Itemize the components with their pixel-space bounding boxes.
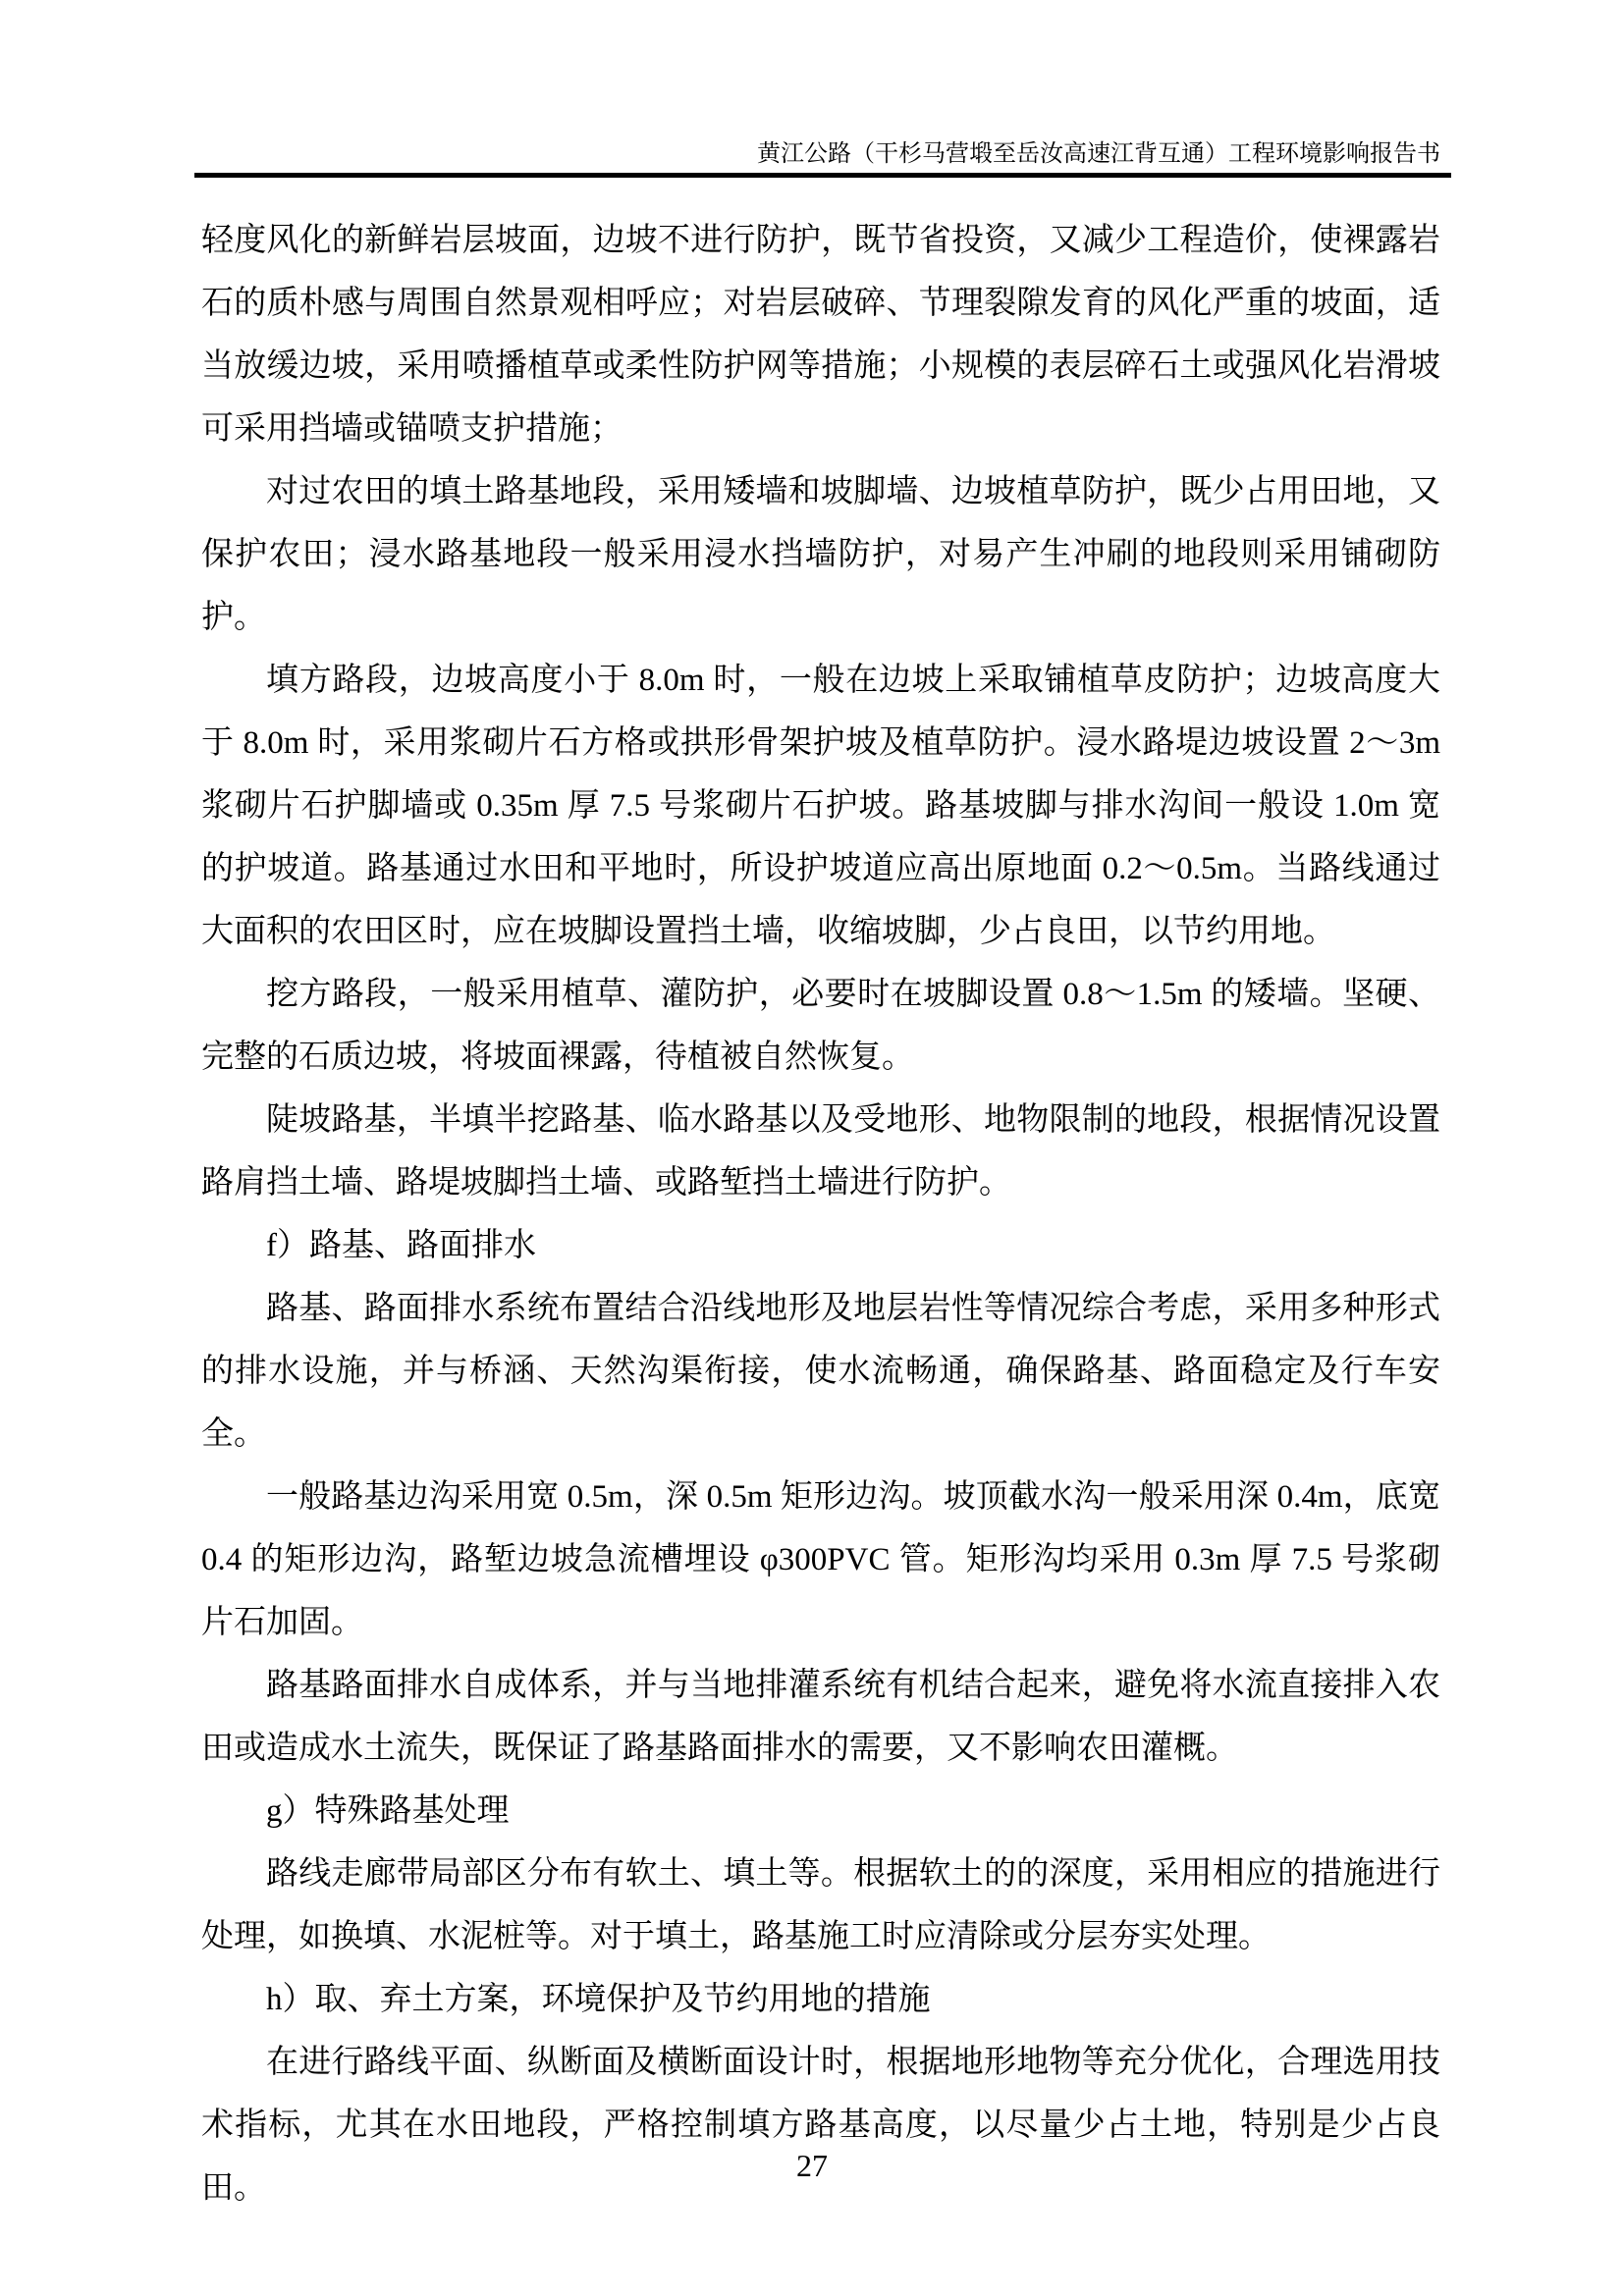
document-body — [201, 209, 1440, 2219]
section-heading: f）路基、路面排水 — [266, 1228, 536, 1263]
header-title: 黄江公路（干杉马营塅至岳汝高速江背互通）工程环境影响报告书 — [757, 141, 1440, 167]
body-paragraph: 一般路基边沟采用宽 0.5m，深 0.5m 矩形边沟。坡顶截水沟一般采用深 0.4m，底宽 0.4 的矩形边沟，路堑边坡急流槽埋设 φ300PVC 管。矩形沟均采用 0.3m 厚 7.5 号浆砌片石加固。 — [201, 1479, 1440, 1640]
header-rule — [194, 173, 1451, 178]
body-paragraph: 路基路面排水自成体系，并与当地排灌系统有机结合起来，避免将水流直接排入农田或造成水土流失，既保证了路基路面排水的需要，又不影响农田灌概。 — [201, 1668, 1440, 1766]
section-heading: g）特殊路基处理 — [266, 1793, 510, 1829]
body-paragraph: 对过农田的填土路基地段，采用矮墙和坡脚墙、边坡植草防护，既少占用田地，又保护农田；浸水路基地段一般采用浸水挡墙防护，对易产生冲刷的地段则采用铺砌防护。 — [201, 474, 1440, 635]
page-number: 27 — [796, 2148, 828, 2183]
body-paragraph: 挖方路段，一般采用植草、灌防护，必要时在坡脚设置 0.8～1.5m 的矮墙。坚硬、完整的石质边坡，将坡面裸露，待植被自然恢复。 — [201, 977, 1440, 1075]
body-paragraph: 路基、路面排水系统布置结合沿线地形及地层岩性等情况综合考虑，采用多种形式的排水设施，并与桥涵、天然沟渠衔接，使水流畅通，确保路基、路面稳定及行车安全。 — [201, 1291, 1440, 1452]
body-paragraph: 陡坡路基，半填半挖路基、临水路基以及受地形、地物限制的地段，根据情况设置路肩挡土墙、路堤坡脚挡土墙、或路堑挡土墙进行防护。 — [201, 1102, 1440, 1201]
page-footer — [0, 2148, 1624, 2183]
section-heading: h）取、弃土方案，环境保护及节约用地的措施 — [266, 1982, 931, 2017]
body-paragraph: 路线走廊带局部区分布有软土、填土等。根据软土的的深度，采用相应的措施进行处理，如换填、水泥桩等。对于填土，路基施工时应清除或分层夯实处理。 — [201, 1856, 1440, 1954]
body-paragraph: 在进行路线平面、纵断面及横断面设计时，根据地形地物等充分优化，合理选用技术指标，尤其在水田地段，严格控制填方路基高度，以尽量少占土地，特别是少占良田。 — [201, 2045, 1440, 2206]
body-paragraph: 填方路段，边坡高度小于 8.0m 时，一般在边坡上采取铺植草皮防护；边坡高度大于 8.0m 时，采用浆砌片石方格或拱形骨架护坡及植草防护。浸水路堤边坡设置 2～3m 浆砌片石护脚墙或 0.35m 厚 7.5 号浆砌片石护坡。路基坡脚与排水沟间一般设 1.0m 宽的护坡道。路基通过水田和平地时，所设护坡道应高出原地面 0.2～0.5m。当路线通过大面积的农田区时，应在坡脚设置挡土墙，收缩坡脚，少占良田，以节约用地。 — [201, 663, 1440, 949]
body-paragraph: 轻度风化的新鲜岩层坡面，边坡不进行防护，既节省投资，又减少工程造价，使裸露岩石的质朴感与周围自然景观相呼应；对岩层破碎、节理裂隙发育的风化严重的坡面，适当放缓边坡，采用喷播植草或柔性防护网等措施；小规模的表层碎石土或强风化岩滑坡可采用挡墙或锚喷支护措施； — [201, 223, 1440, 447]
